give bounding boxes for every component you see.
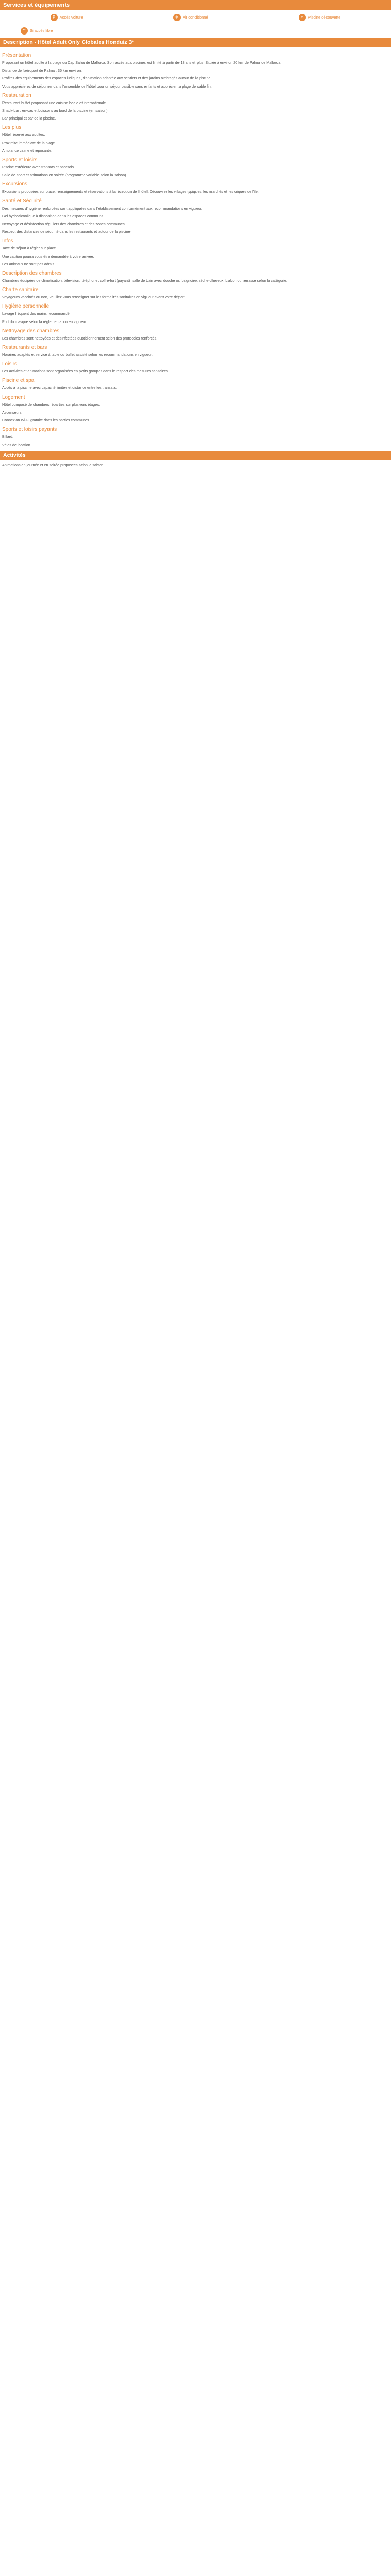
parking-icon: P <box>51 14 58 21</box>
section-paragraph: Salle de sport et animations en soirée (programme variable selon la saison). <box>2 173 127 178</box>
section-paragraph: Taxe de séjour à régler sur place. <box>2 246 57 251</box>
page <box>0 0 391 470</box>
services-icons <box>0 10 391 25</box>
section-heading: Sports et loisirs payants <box>2 427 57 433</box>
section-paragraph: Distance de l'aéroport de Palma : 35 km environ. <box>2 68 83 73</box>
activites-text: Animations en journée et en soirée proposées selon la saison. <box>2 462 105 467</box>
section-heading: Présentation <box>2 53 31 58</box>
section-paragraph: Billard. <box>2 434 13 439</box>
service-wifi <box>0 25 391 38</box>
section-heading: Hygiène personnelle <box>2 303 50 310</box>
section-heading: Excursions <box>2 181 27 188</box>
section-paragraph: Vélos de location. <box>2 442 31 447</box>
section-heading: Charte sanitaire <box>2 287 39 293</box>
section-paragraph: Lavage fréquent des mains recommandé. <box>2 311 71 316</box>
description-content <box>0 47 391 448</box>
section-heading: Les plus <box>2 125 22 131</box>
section-paragraph: Chambres équipées de climatisation, télévision, téléphone, coffre-fort (payant), salle de bain avec douche ou baignoire, sèche-cheveux, balcon ou terrasse selon la catégorie. <box>2 278 287 283</box>
section-heading: Logement <box>2 394 25 400</box>
section-paragraph: Des mesures d'hygiène renforcées sont appliquées dans l'établissement conformément aux recommandations en vigueur. <box>2 206 202 211</box>
section-paragraph: Ascenseurs. <box>2 410 23 415</box>
section-paragraph: Hôtel composé de chambres réparties sur plusieurs étages. <box>2 402 100 407</box>
description-header: Description - Hôtel Adult Only Globales Honduiz 3* <box>0 38 391 47</box>
section-paragraph: Bar principal et bar de la piscine. <box>2 116 56 121</box>
section-paragraph: Nettoyage et désinfection réguliers des chambres et des zones communes. <box>2 222 126 227</box>
service-aircon <box>173 14 208 21</box>
section-paragraph: Proximité immédiate de la plage. <box>2 140 56 145</box>
section-paragraph: Excursions proposées sur place, renseignements et réservations à la réception de l'hôtel. Découvrez les villages typiques, les marchés et les criques de l'île. <box>2 189 259 194</box>
section-paragraph: Horaires adaptés et service à table ou buffet assisté selon les recommandations en vigueur. <box>2 352 153 358</box>
service-pool <box>299 14 340 21</box>
section-paragraph: Voyageurs vaccinés ou non, veuillez vous renseigner sur les formalités sanitaires en vigueur avant votre départ. <box>2 295 186 300</box>
section-paragraph: Snack-bar : en-cas et boissons au bord de la piscine (en saison). <box>2 108 109 113</box>
service-label: Si accès libre <box>30 28 53 33</box>
service-label: Piscine découverte <box>307 15 341 20</box>
service-label: Air conditionné <box>183 15 208 20</box>
section-paragraph: Hôtel réservé aux adultes. <box>2 132 45 138</box>
section-heading: Santé et Sécurité <box>2 198 42 204</box>
service-parking <box>51 14 83 21</box>
section-paragraph: Gel hydroalcoolique à disposition dans les espaces communs. <box>2 213 105 218</box>
service-label: Accès voiture <box>59 15 83 20</box>
section-paragraph: Piscine extérieure avec transats et parasols. <box>2 165 75 170</box>
services-header: Services et équipements <box>0 0 391 10</box>
section-heading: Restaurants et bars <box>2 345 47 351</box>
section-paragraph: Connexion Wi-Fi gratuite dans les parties communes. <box>2 418 90 423</box>
section-paragraph: Proposant un hôtel adulte à la plage du Cap Salou de Mallorca. Son accès aux piscines est limité à partir de 18 ans et plus. Située à environ 20 km de Palma de Mallorca. <box>2 60 282 65</box>
section-heading: Loisirs <box>2 361 17 367</box>
section-heading: Sports et loisirs <box>2 157 38 163</box>
section-heading: Piscine et spa <box>2 378 35 384</box>
section-paragraph: Respect des distances de sécurité dans les restaurants et autour de la piscine. <box>2 229 132 234</box>
section-paragraph: Une caution pourra vous être demandée à votre arrivée. <box>2 253 94 259</box>
section-paragraph: Port du masque selon la réglementation en vigueur. <box>2 319 87 324</box>
activites-header: Activités <box>0 451 391 460</box>
section-heading: Restauration <box>2 92 31 98</box>
section-paragraph: Les chambres sont nettoyées et désinfectées quotidiennement selon des protocoles renforcés. <box>2 335 158 341</box>
section-paragraph: Les animaux ne sont pas admis. <box>2 261 56 266</box>
section-heading: Nettoyage des chambres <box>2 328 60 334</box>
section-heading: Description des chambres <box>2 270 62 277</box>
pool-icon: ≈ <box>299 14 306 21</box>
wifi-icon: ⌔ <box>21 27 28 35</box>
section-paragraph: Accès à la piscine avec capacité limitée et distance entre les transats. <box>2 385 117 391</box>
section-paragraph: Les activités et animations sont organisées en petits groupes dans le respect des mesures sanitaires. <box>2 369 169 374</box>
snowflake-icon: ❄ <box>173 14 181 21</box>
section-paragraph: Profitez des équipements des espaces ludiques, d'animation adaptée aux sentiers et des jardins ombragés autour de la piscine. <box>2 76 212 81</box>
section-paragraph: Vous apprécierez de séjourner dans l'ensemble de l'hôtel pour un séjour paisible sans enfants et apprécier la plage de sable fin. <box>2 83 212 89</box>
section-paragraph: Ambiance calme et reposante. <box>2 148 53 153</box>
section-heading: Infos <box>2 238 13 244</box>
section-paragraph: Restaurant buffet proposant une cuisine locale et internationale. <box>2 100 107 105</box>
